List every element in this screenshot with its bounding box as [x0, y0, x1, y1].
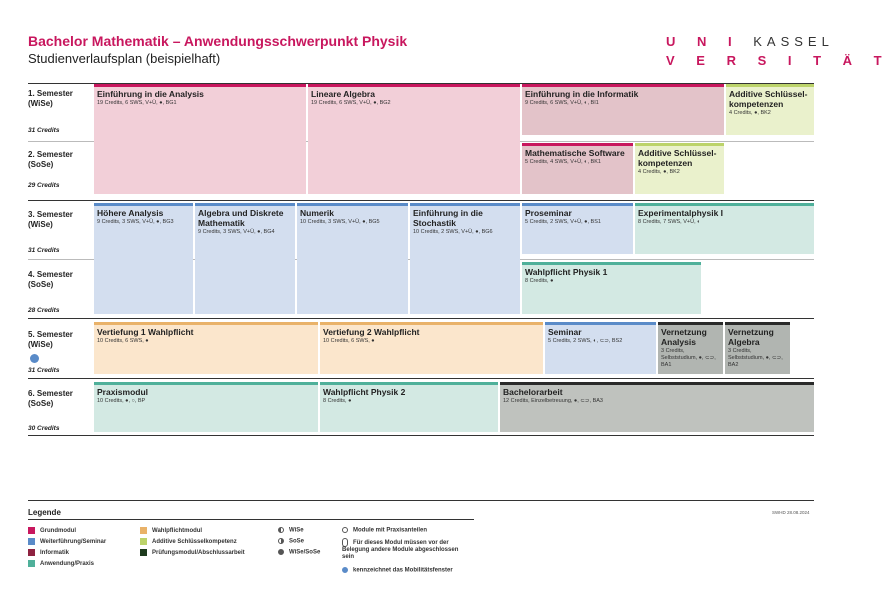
module-title: Lineare Algebra: [311, 89, 375, 99]
module-detail: 3 Credits, Selbststudium, ●, ⊂⊃, BA2: [728, 348, 783, 368]
semester-5-label: 5. Semester (WiSe): [28, 330, 73, 349]
swatch: [28, 527, 35, 534]
semester-5-credits: 31 Credits: [28, 367, 60, 374]
semester-6-label: 6. Semester (SoSe): [28, 389, 73, 408]
divider: [28, 318, 814, 319]
semester-4-label: 4. Semester (SoSe): [28, 270, 73, 289]
module-praxismodul[interactable]: [94, 382, 318, 432]
swatch: [28, 538, 35, 545]
semester-1-credits: 31 Credits: [28, 127, 60, 134]
module-detail: 10 Credits, 2 SWS, V+Ü, ●, BG6: [413, 229, 493, 235]
legend-voraussetzung: Für dieses Modul müssen vor der Belegung andere Module abgeschlossen sein: [342, 538, 472, 561]
module-seminar[interactable]: [545, 322, 656, 374]
semester-4-credits: 28 Credits: [28, 307, 60, 314]
module-detail: 3 Credits, Selbststudium, ●, ⊂⊃, BA1: [661, 348, 716, 368]
module-vertiefung-1[interactable]: [94, 322, 318, 374]
legend-anwendung: Anwendung/Praxis: [28, 560, 94, 568]
module-mathematische-software[interactable]: [522, 143, 633, 194]
legend-schluessel: Additive Schlüsselkompetenz: [140, 538, 237, 546]
module-detail: 10 Credits, 6 SWS, ●: [323, 338, 375, 344]
legend-title: Legende: [28, 508, 61, 517]
module-detail: 8 Credits, ●: [323, 398, 352, 404]
module-title: Additive Schlüssel-kompetenzen: [729, 89, 808, 109]
module-analysis[interactable]: [94, 84, 306, 194]
module-title: Proseminar: [525, 208, 572, 218]
module-detail: 4 Credits, ●, BK2: [638, 169, 680, 175]
full-circle-icon: [278, 549, 284, 555]
module-detail: 10 Credits, ●, ○, BP: [97, 398, 146, 404]
half-circle-icon: [278, 527, 284, 533]
module-title: Numerik: [300, 208, 335, 218]
legend-grundmodul: Grundmodul: [28, 527, 76, 535]
module-schluessel-1[interactable]: [726, 84, 814, 135]
module-detail: 10 Credits, 6 SWS, ●: [97, 338, 149, 344]
module-stochastik[interactable]: [410, 203, 520, 314]
semester-3-credits: 31 Credits: [28, 247, 60, 254]
module-wahlpflicht-physik-1[interactable]: [522, 262, 701, 314]
module-vertiefung-2[interactable]: [320, 322, 543, 374]
semester-1-label: 1. Semester (WiSe): [28, 89, 73, 108]
module-informatik[interactable]: [522, 84, 724, 135]
semester-3-label: 3. Semester (WiSe): [28, 210, 73, 229]
module-algebra-diskrete-mathematik[interactable]: [195, 203, 295, 314]
module-title: Experimentalphysik I: [638, 208, 724, 218]
module-detail: 19 Credits, 6 SWS, V+Ü, ●, BG1: [97, 100, 177, 106]
module-experimentalphysik[interactable]: [635, 203, 814, 254]
semester-2-label: 2. Semester (SoSe): [28, 150, 73, 169]
module-title: Praxismodul: [97, 387, 149, 397]
divider: [28, 519, 474, 520]
module-detail: 5 Credits, 2 SWS, V+Ü, ●, BS1: [525, 219, 601, 225]
legend-wahlpflicht: Wahlpflichtmodul: [140, 527, 202, 535]
semester-6-credits: 30 Credits: [28, 425, 60, 432]
swatch: [140, 549, 147, 556]
module-bachelorarbeit[interactable]: [500, 382, 814, 432]
module-detail: 8 Credits, ●: [525, 278, 554, 284]
module-title: Höhere Analysis: [97, 208, 164, 218]
module-title: Seminar: [548, 327, 582, 337]
module-detail: 9 Credits, 3 SWS, V+Ü, ●, BG4: [198, 229, 275, 235]
page-title: Bachelor Mathematik – Anwendungsschwerpunkt Physik: [28, 33, 408, 49]
module-title: Bachelorarbeit: [503, 387, 563, 397]
module-detail: 12 Credits, Einzelbetreuung, ●, ⊂⊃, BA3: [503, 398, 603, 404]
module-title: Wahlpflicht Physik 2: [323, 387, 406, 397]
module-detail: 8 Credits, 7 SWS, V+Ü, ◐: [638, 219, 701, 225]
legend-sose: SoSe: [278, 538, 304, 546]
globe-icon: [342, 567, 348, 573]
module-detail: 5 Credits, 4 SWS, V+Ü, ◐, BK1: [525, 159, 601, 165]
swatch: [140, 527, 147, 534]
swatch: [28, 560, 35, 567]
module-vernetzung-analysis[interactable]: [658, 322, 723, 374]
module-title: Wahlpflicht Physik 1: [525, 267, 608, 277]
university-logo: U N I KASSEL V E R S I T Ä T: [666, 34, 891, 68]
legend-weiterfuehrung: Weiterführung/Seminar: [28, 538, 106, 546]
module-title: Vernetzung Analysis: [661, 327, 707, 347]
module-detail: 9 Credits, 3 SWS, V+Ü, ●, BG3: [97, 219, 174, 225]
empty-circle-icon: [342, 527, 348, 533]
divider: [28, 435, 814, 436]
module-vernetzung-algebra[interactable]: [725, 322, 790, 374]
linked-rings-icon: [342, 538, 348, 547]
module-title: Einführung in die Analysis: [97, 89, 204, 99]
legend-praxisanteil: Module mit Praxisanteilen: [342, 527, 462, 535]
module-title: Einführung in die Stochastik: [413, 208, 483, 228]
page-subtitle: Studienverlaufsplan (beispielhaft): [28, 51, 221, 66]
module-detail: 19 Credits, 6 SWS, V+Ü, ●, BG2: [311, 100, 391, 106]
legend-wise-sose: WiSe/SoSe: [278, 549, 320, 557]
legend-wise: WiSe: [278, 527, 304, 535]
module-title: Vertiefung 1 Wahlpflicht: [97, 327, 194, 337]
module-title: Algebra und Diskrete Mathematik: [198, 208, 284, 228]
module-proseminar[interactable]: [522, 203, 633, 254]
module-title: Vernetzung Algebra: [728, 327, 774, 347]
date-stamp: SWHD 28.08.2024: [772, 510, 810, 515]
module-linear-algebra[interactable]: [308, 84, 520, 194]
module-hoehere-analysis[interactable]: [94, 203, 193, 314]
swatch: [28, 549, 35, 556]
legend-pruefung: Prüfungsmodul/Abschlussarbeit: [140, 549, 245, 557]
globe-icon: [30, 354, 39, 363]
module-detail: 4 Credits, ●, BK2: [729, 110, 771, 116]
swatch: [140, 538, 147, 545]
divider: [28, 500, 814, 501]
module-title: Mathematische Software: [525, 148, 625, 158]
module-numerik[interactable]: [297, 203, 408, 314]
module-title: Additive Schlüssel-kompetenzen: [638, 148, 717, 168]
module-title: Vertiefung 2 Wahlpflicht: [323, 327, 420, 337]
module-title: Einführung in die Informatik: [525, 89, 639, 99]
half-circle-icon: [278, 538, 284, 544]
module-detail: 10 Credits, 3 SWS, V+Ü, ●, BG5: [300, 219, 380, 225]
legend-informatik: Informatik: [28, 549, 69, 557]
divider: [28, 200, 814, 201]
module-detail: 5 Credits, 2 SWS, ◐, ⊂⊃, BS2: [548, 338, 623, 344]
module-detail: 9 Credits, 6 SWS, V+Ü, ◐, BI1: [525, 100, 599, 106]
legend-mobilitaet: kennzeichnet das Mobilitätsfenster: [342, 567, 472, 575]
semester-2-credits: 29 Credits: [28, 182, 60, 189]
module-wahlpflicht-physik-2[interactable]: [320, 382, 498, 432]
divider: [28, 378, 814, 379]
module-schluessel-2[interactable]: [635, 143, 724, 194]
